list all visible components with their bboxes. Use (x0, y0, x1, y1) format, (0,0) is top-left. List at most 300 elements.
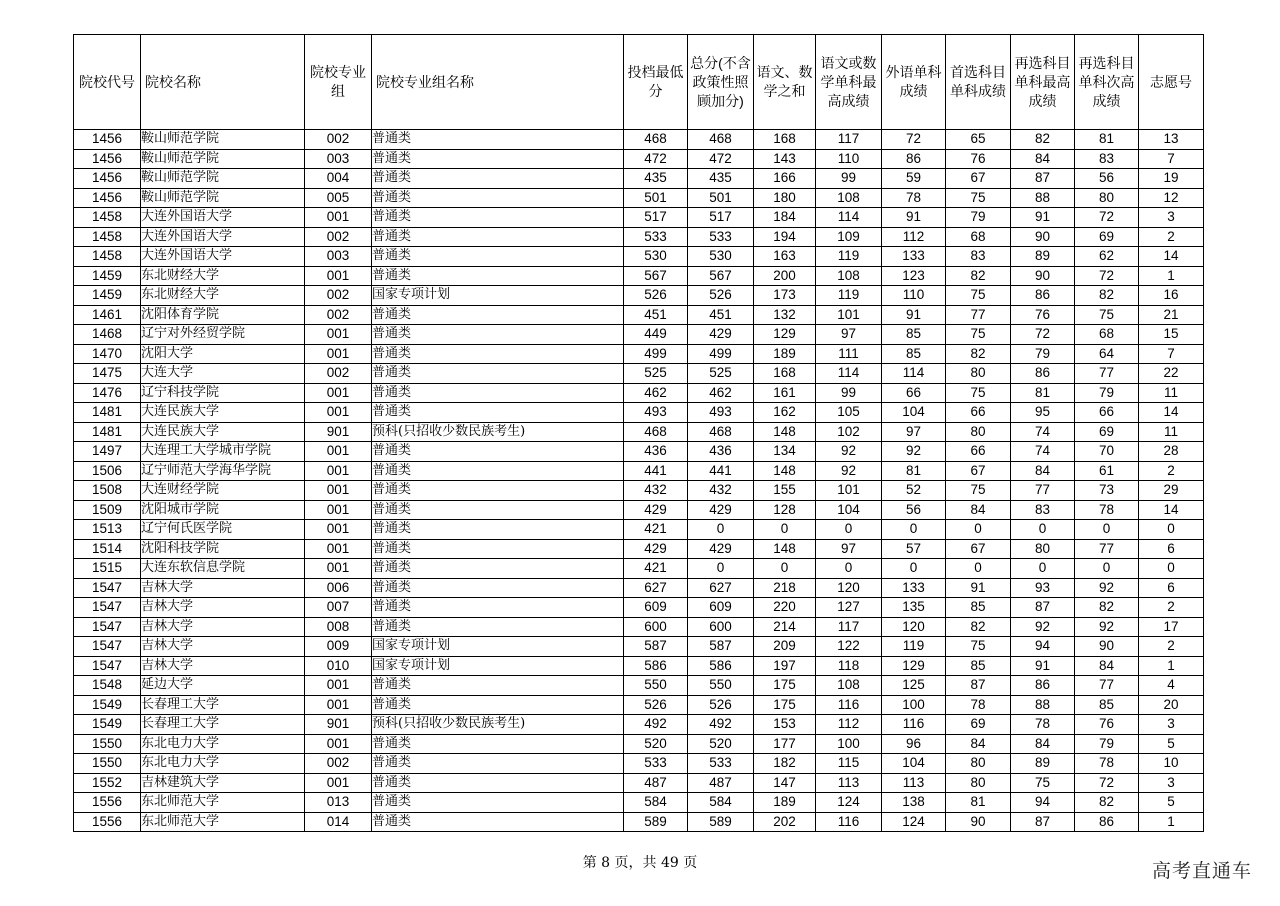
cell-school-code: 1547 (74, 637, 141, 657)
cell-major-group-name: 普通类 (372, 559, 624, 579)
cell-chinese-math-max: 92 (816, 442, 882, 462)
cell-major-group: 008 (305, 617, 372, 637)
cell-min-score: 499 (624, 344, 688, 364)
cell-first-choice-subject: 82 (946, 344, 1011, 364)
cell-major-group-name: 普通类 (372, 305, 624, 325)
cell-foreign-language: 56 (882, 500, 946, 520)
cell-school-code: 1552 (74, 773, 141, 793)
cell-chinese-math-sum: 155 (754, 481, 816, 501)
cell-wish-number: 5 (1139, 793, 1204, 813)
cell-chinese-math-sum: 168 (754, 364, 816, 384)
cell-major-group-name: 预科(只招收少数民族考生) (372, 422, 624, 442)
cell-major-group-name: 普通类 (372, 676, 624, 696)
cell-major-group-name: 普通类 (372, 325, 624, 345)
cell-major-group-name: 普通类 (372, 481, 624, 501)
cell-foreign-language: 91 (882, 305, 946, 325)
cell-foreign-language: 96 (882, 734, 946, 754)
cell-chinese-math-max: 122 (816, 637, 882, 657)
cell-chinese-math-max: 104 (816, 500, 882, 520)
cell-reselect-second: 62 (1075, 247, 1139, 267)
cell-wish-number: 16 (1139, 286, 1204, 306)
cell-first-choice-subject: 84 (946, 500, 1011, 520)
cell-reselect-second: 85 (1075, 695, 1139, 715)
cell-major-group-name: 普通类 (372, 812, 624, 832)
cell-school-code: 1556 (74, 812, 141, 832)
cell-min-score: 587 (624, 637, 688, 657)
cell-first-choice-subject: 75 (946, 481, 1011, 501)
cell-first-choice-subject: 80 (946, 422, 1011, 442)
table-row (74, 383, 1204, 403)
cell-reselect-max: 88 (1011, 695, 1075, 715)
cell-major-group-name: 普通类 (372, 442, 624, 462)
cell-school-name: 鞍山师范学院 (141, 149, 305, 169)
cell-school-name: 辽宁师范大学海华学院 (141, 461, 305, 481)
cell-wish-number: 1 (1139, 812, 1204, 832)
cell-reselect-max: 86 (1011, 286, 1075, 306)
cell-school-code: 1550 (74, 734, 141, 754)
table-row (74, 422, 1204, 442)
cell-major-group-name: 普通类 (372, 227, 624, 247)
cell-school-code: 1549 (74, 715, 141, 735)
cell-first-choice-subject: 90 (946, 812, 1011, 832)
cell-major-group: 901 (305, 715, 372, 735)
cell-foreign-language: 85 (882, 344, 946, 364)
cell-school-code: 1461 (74, 305, 141, 325)
cell-reselect-second: 77 (1075, 364, 1139, 384)
cell-foreign-language: 116 (882, 715, 946, 735)
table-row (74, 130, 1204, 150)
cell-major-group: 001 (305, 344, 372, 364)
cell-first-choice-subject: 79 (946, 208, 1011, 228)
cell-first-choice-subject: 83 (946, 247, 1011, 267)
cell-min-score: 429 (624, 539, 688, 559)
cell-major-group: 003 (305, 149, 372, 169)
cell-foreign-language: 0 (882, 559, 946, 579)
cell-wish-number: 20 (1139, 695, 1204, 715)
cell-first-choice-subject: 78 (946, 695, 1011, 715)
cell-min-score: 609 (624, 598, 688, 618)
cell-foreign-language: 112 (882, 227, 946, 247)
cell-total-score: 468 (688, 130, 754, 150)
cell-wish-number: 6 (1139, 539, 1204, 559)
cell-major-group: 014 (305, 812, 372, 832)
cell-chinese-math-sum: 0 (754, 559, 816, 579)
cell-foreign-language: 114 (882, 364, 946, 384)
cell-total-score: 429 (688, 500, 754, 520)
table-row (74, 325, 1204, 345)
cell-wish-number: 0 (1139, 520, 1204, 540)
col-header-chinese-math-max: 语文或数学单科最高成绩 (816, 35, 882, 130)
cell-chinese-math-sum: 173 (754, 286, 816, 306)
cell-chinese-math-max: 114 (816, 208, 882, 228)
table-row (74, 403, 1204, 423)
table-row (74, 461, 1204, 481)
cell-first-choice-subject: 81 (946, 793, 1011, 813)
cell-min-score: 468 (624, 130, 688, 150)
cell-foreign-language: 72 (882, 130, 946, 150)
cell-school-name: 辽宁科技学院 (141, 383, 305, 403)
cell-school-name: 大连民族大学 (141, 403, 305, 423)
cell-chinese-math-sum: 0 (754, 520, 816, 540)
cell-school-code: 1459 (74, 266, 141, 286)
cell-wish-number: 7 (1139, 149, 1204, 169)
cell-reselect-second: 78 (1075, 754, 1139, 774)
cell-school-code: 1458 (74, 208, 141, 228)
table-row (74, 734, 1204, 754)
cell-school-code: 1468 (74, 325, 141, 345)
table-row (74, 793, 1204, 813)
cell-reselect-max: 74 (1011, 422, 1075, 442)
cell-major-group-name: 普通类 (372, 364, 624, 384)
cell-chinese-math-sum: 220 (754, 598, 816, 618)
table-row (74, 266, 1204, 286)
cell-wish-number: 14 (1139, 403, 1204, 423)
cell-school-code: 1456 (74, 188, 141, 208)
cell-chinese-math-max: 117 (816, 617, 882, 637)
cell-reselect-second: 83 (1075, 149, 1139, 169)
cell-total-score: 501 (688, 188, 754, 208)
col-header-foreign-language: 外语单科成绩 (882, 35, 946, 130)
cell-school-name: 大连东软信息学院 (141, 559, 305, 579)
cell-total-score: 586 (688, 656, 754, 676)
cell-foreign-language: 104 (882, 754, 946, 774)
cell-chinese-math-sum: 168 (754, 130, 816, 150)
cell-school-code: 1513 (74, 520, 141, 540)
cell-major-group: 002 (305, 754, 372, 774)
cell-first-choice-subject: 75 (946, 188, 1011, 208)
cell-first-choice-subject: 82 (946, 617, 1011, 637)
cell-chinese-math-sum: 163 (754, 247, 816, 267)
cell-first-choice-subject: 0 (946, 559, 1011, 579)
cell-min-score: 492 (624, 715, 688, 735)
cell-wish-number: 14 (1139, 247, 1204, 267)
cell-foreign-language: 91 (882, 208, 946, 228)
cell-reselect-max: 84 (1011, 734, 1075, 754)
cell-major-group: 002 (305, 227, 372, 247)
cell-major-group-name: 国家专项计划 (372, 286, 624, 306)
cell-first-choice-subject: 68 (946, 227, 1011, 247)
cell-chinese-math-sum: 148 (754, 539, 816, 559)
cell-reselect-second: 0 (1075, 520, 1139, 540)
cell-school-name: 吉林大学 (141, 578, 305, 598)
col-header-chinese-math-sum: 语文、数学之和 (754, 35, 816, 130)
cell-major-group: 001 (305, 442, 372, 462)
cell-reselect-max: 93 (1011, 578, 1075, 598)
cell-total-score: 436 (688, 442, 754, 462)
cell-chinese-math-max: 100 (816, 734, 882, 754)
cell-reselect-max: 95 (1011, 403, 1075, 423)
cell-first-choice-subject: 65 (946, 130, 1011, 150)
cell-reselect-max: 86 (1011, 364, 1075, 384)
cell-foreign-language: 104 (882, 403, 946, 423)
table-row (74, 539, 1204, 559)
cell-min-score: 517 (624, 208, 688, 228)
cell-school-name: 沈阳体育学院 (141, 305, 305, 325)
table-row (74, 247, 1204, 267)
cell-chinese-math-max: 101 (816, 481, 882, 501)
cell-foreign-language: 0 (882, 520, 946, 540)
cell-chinese-math-max: 0 (816, 559, 882, 579)
cell-first-choice-subject: 67 (946, 461, 1011, 481)
cell-wish-number: 11 (1139, 383, 1204, 403)
cell-school-name: 大连外国语大学 (141, 208, 305, 228)
cell-first-choice-subject: 87 (946, 676, 1011, 696)
col-header-reselect-max: 再选科目单科最高成绩 (1011, 35, 1075, 130)
cell-chinese-math-sum: 129 (754, 325, 816, 345)
cell-wish-number: 4 (1139, 676, 1204, 696)
cell-total-score: 517 (688, 208, 754, 228)
cell-chinese-math-max: 127 (816, 598, 882, 618)
cell-chinese-math-sum: 184 (754, 208, 816, 228)
cell-school-code: 1456 (74, 130, 141, 150)
cell-major-group-name: 普通类 (372, 247, 624, 267)
cell-chinese-math-sum: 209 (754, 637, 816, 657)
cell-chinese-math-sum: 161 (754, 383, 816, 403)
cell-reselect-second: 82 (1075, 286, 1139, 306)
cell-chinese-math-sum: 132 (754, 305, 816, 325)
cell-foreign-language: 138 (882, 793, 946, 813)
cell-min-score: 520 (624, 734, 688, 754)
cell-min-score: 449 (624, 325, 688, 345)
cell-reselect-max: 90 (1011, 227, 1075, 247)
cell-foreign-language: 133 (882, 578, 946, 598)
cell-chinese-math-max: 99 (816, 169, 882, 189)
cell-major-group: 001 (305, 539, 372, 559)
cell-wish-number: 10 (1139, 754, 1204, 774)
cell-reselect-max: 78 (1011, 715, 1075, 735)
cell-school-name: 东北电力大学 (141, 734, 305, 754)
cell-min-score: 468 (624, 422, 688, 442)
cell-total-score: 441 (688, 461, 754, 481)
cell-reselect-second: 92 (1075, 578, 1139, 598)
cell-wish-number: 1 (1139, 266, 1204, 286)
cell-reselect-second: 72 (1075, 266, 1139, 286)
table-row (74, 149, 1204, 169)
cell-chinese-math-max: 109 (816, 227, 882, 247)
cell-major-group-name: 普通类 (372, 188, 624, 208)
cell-total-score: 609 (688, 598, 754, 618)
cell-chinese-math-sum: 214 (754, 617, 816, 637)
cell-total-score: 530 (688, 247, 754, 267)
cell-reselect-max: 75 (1011, 773, 1075, 793)
cell-chinese-math-sum: 202 (754, 812, 816, 832)
cell-reselect-second: 77 (1075, 676, 1139, 696)
cell-reselect-second: 80 (1075, 188, 1139, 208)
cell-chinese-math-max: 97 (816, 539, 882, 559)
cell-chinese-math-sum: 189 (754, 344, 816, 364)
cell-school-code: 1481 (74, 403, 141, 423)
cell-chinese-math-sum: 194 (754, 227, 816, 247)
cell-reselect-second: 70 (1075, 442, 1139, 462)
cell-min-score: 586 (624, 656, 688, 676)
cell-reselect-max: 91 (1011, 208, 1075, 228)
cell-reselect-max: 77 (1011, 481, 1075, 501)
cell-reselect-max: 86 (1011, 676, 1075, 696)
cell-chinese-math-max: 113 (816, 773, 882, 793)
cell-chinese-math-max: 108 (816, 188, 882, 208)
cell-first-choice-subject: 75 (946, 637, 1011, 657)
cell-school-code: 1515 (74, 559, 141, 579)
cell-wish-number: 3 (1139, 208, 1204, 228)
cell-min-score: 533 (624, 227, 688, 247)
cell-school-code: 1497 (74, 442, 141, 462)
cell-major-group-name: 普通类 (372, 208, 624, 228)
cell-foreign-language: 92 (882, 442, 946, 462)
cell-major-group-name: 普通类 (372, 754, 624, 774)
cell-school-code: 1459 (74, 286, 141, 306)
cell-wish-number: 22 (1139, 364, 1204, 384)
cell-wish-number: 15 (1139, 325, 1204, 345)
cell-school-name: 长春理工大学 (141, 695, 305, 715)
cell-chinese-math-sum: 143 (754, 149, 816, 169)
cell-first-choice-subject: 69 (946, 715, 1011, 735)
cell-school-code: 1456 (74, 149, 141, 169)
table-row (74, 559, 1204, 579)
cell-school-code: 1475 (74, 364, 141, 384)
cell-total-score: 600 (688, 617, 754, 637)
cell-wish-number: 17 (1139, 617, 1204, 637)
cell-total-score: 493 (688, 403, 754, 423)
cell-chinese-math-max: 110 (816, 149, 882, 169)
cell-school-code: 1547 (74, 598, 141, 618)
cell-foreign-language: 100 (882, 695, 946, 715)
cell-total-score: 567 (688, 266, 754, 286)
col-header-reselect-second: 再选科目单科次高成绩 (1075, 35, 1139, 130)
cell-major-group: 010 (305, 656, 372, 676)
table-row (74, 520, 1204, 540)
cell-min-score: 567 (624, 266, 688, 286)
cell-school-code: 1481 (74, 422, 141, 442)
cell-major-group-name: 普通类 (372, 617, 624, 637)
cell-chinese-math-max: 102 (816, 422, 882, 442)
cell-reselect-max: 76 (1011, 305, 1075, 325)
cell-first-choice-subject: 75 (946, 325, 1011, 345)
cell-major-group-name: 普通类 (372, 130, 624, 150)
cell-reselect-second: 69 (1075, 227, 1139, 247)
cell-reselect-second: 56 (1075, 169, 1139, 189)
cell-major-group-name: 普通类 (372, 578, 624, 598)
cell-chinese-math-max: 92 (816, 461, 882, 481)
cell-first-choice-subject: 0 (946, 520, 1011, 540)
cell-school-code: 1458 (74, 247, 141, 267)
cell-school-name: 吉林大学 (141, 637, 305, 657)
cell-foreign-language: 135 (882, 598, 946, 618)
cell-wish-number: 14 (1139, 500, 1204, 520)
cell-major-group-name: 普通类 (372, 520, 624, 540)
watermark: 高考直通车 (1151, 860, 1252, 882)
cell-chinese-math-sum: 148 (754, 422, 816, 442)
cell-total-score: 525 (688, 364, 754, 384)
cell-school-name: 东北财经大学 (141, 266, 305, 286)
cell-major-group-name: 普通类 (372, 149, 624, 169)
cell-chinese-math-max: 111 (816, 344, 882, 364)
cell-foreign-language: 66 (882, 383, 946, 403)
admission-score-table (73, 34, 1204, 832)
cell-wish-number: 2 (1139, 637, 1204, 657)
cell-major-group: 001 (305, 383, 372, 403)
cell-min-score: 550 (624, 676, 688, 696)
cell-school-name: 东北电力大学 (141, 754, 305, 774)
cell-foreign-language: 113 (882, 773, 946, 793)
cell-major-group: 007 (305, 598, 372, 618)
table-row (74, 637, 1204, 657)
cell-school-name: 吉林建筑大学 (141, 773, 305, 793)
cell-chinese-math-sum: 180 (754, 188, 816, 208)
cell-total-score: 472 (688, 149, 754, 169)
cell-school-name: 辽宁对外经贸学院 (141, 325, 305, 345)
cell-total-score: 432 (688, 481, 754, 501)
cell-first-choice-subject: 75 (946, 286, 1011, 306)
cell-foreign-language: 124 (882, 812, 946, 832)
cell-reselect-max: 88 (1011, 188, 1075, 208)
cell-total-score: 468 (688, 422, 754, 442)
cell-major-group-name: 普通类 (372, 344, 624, 364)
table-row (74, 598, 1204, 618)
cell-total-score: 499 (688, 344, 754, 364)
cell-foreign-language: 81 (882, 461, 946, 481)
cell-major-group: 001 (305, 208, 372, 228)
cell-wish-number: 12 (1139, 188, 1204, 208)
cell-major-group: 001 (305, 773, 372, 793)
cell-school-name: 东北师范大学 (141, 793, 305, 813)
cell-chinese-math-max: 101 (816, 305, 882, 325)
cell-wish-number: 2 (1139, 598, 1204, 618)
cell-min-score: 526 (624, 695, 688, 715)
cell-school-name: 大连财经学院 (141, 481, 305, 501)
cell-chinese-math-sum: 189 (754, 793, 816, 813)
cell-total-score: 429 (688, 539, 754, 559)
table-row (74, 754, 1204, 774)
cell-major-group: 002 (305, 286, 372, 306)
cell-min-score: 493 (624, 403, 688, 423)
cell-major-group: 001 (305, 734, 372, 754)
table-header-row (74, 35, 1204, 130)
cell-chinese-math-sum: 218 (754, 578, 816, 598)
cell-min-score: 441 (624, 461, 688, 481)
cell-school-code: 1456 (74, 169, 141, 189)
cell-wish-number: 6 (1139, 578, 1204, 598)
cell-chinese-math-max: 116 (816, 812, 882, 832)
cell-total-score: 533 (688, 227, 754, 247)
cell-wish-number: 19 (1139, 169, 1204, 189)
cell-total-score: 0 (688, 559, 754, 579)
cell-foreign-language: 123 (882, 266, 946, 286)
cell-chinese-math-max: 108 (816, 266, 882, 286)
cell-first-choice-subject: 76 (946, 149, 1011, 169)
cell-reselect-second: 61 (1075, 461, 1139, 481)
cell-reselect-second: 72 (1075, 208, 1139, 228)
cell-chinese-math-sum: 162 (754, 403, 816, 423)
cell-chinese-math-max: 120 (816, 578, 882, 598)
cell-total-score: 0 (688, 520, 754, 540)
cell-reselect-max: 74 (1011, 442, 1075, 462)
cell-first-choice-subject: 91 (946, 578, 1011, 598)
table-row (74, 286, 1204, 306)
cell-reselect-second: 90 (1075, 637, 1139, 657)
cell-school-name: 大连外国语大学 (141, 247, 305, 267)
cell-chinese-math-max: 118 (816, 656, 882, 676)
cell-foreign-language: 119 (882, 637, 946, 657)
cell-min-score: 436 (624, 442, 688, 462)
table-row (74, 305, 1204, 325)
cell-first-choice-subject: 80 (946, 364, 1011, 384)
cell-major-group-name: 普通类 (372, 461, 624, 481)
cell-reselect-second: 78 (1075, 500, 1139, 520)
cell-school-code: 1476 (74, 383, 141, 403)
cell-major-group-name: 普通类 (372, 169, 624, 189)
cell-reselect-second: 76 (1075, 715, 1139, 735)
cell-chinese-math-sum: 182 (754, 754, 816, 774)
